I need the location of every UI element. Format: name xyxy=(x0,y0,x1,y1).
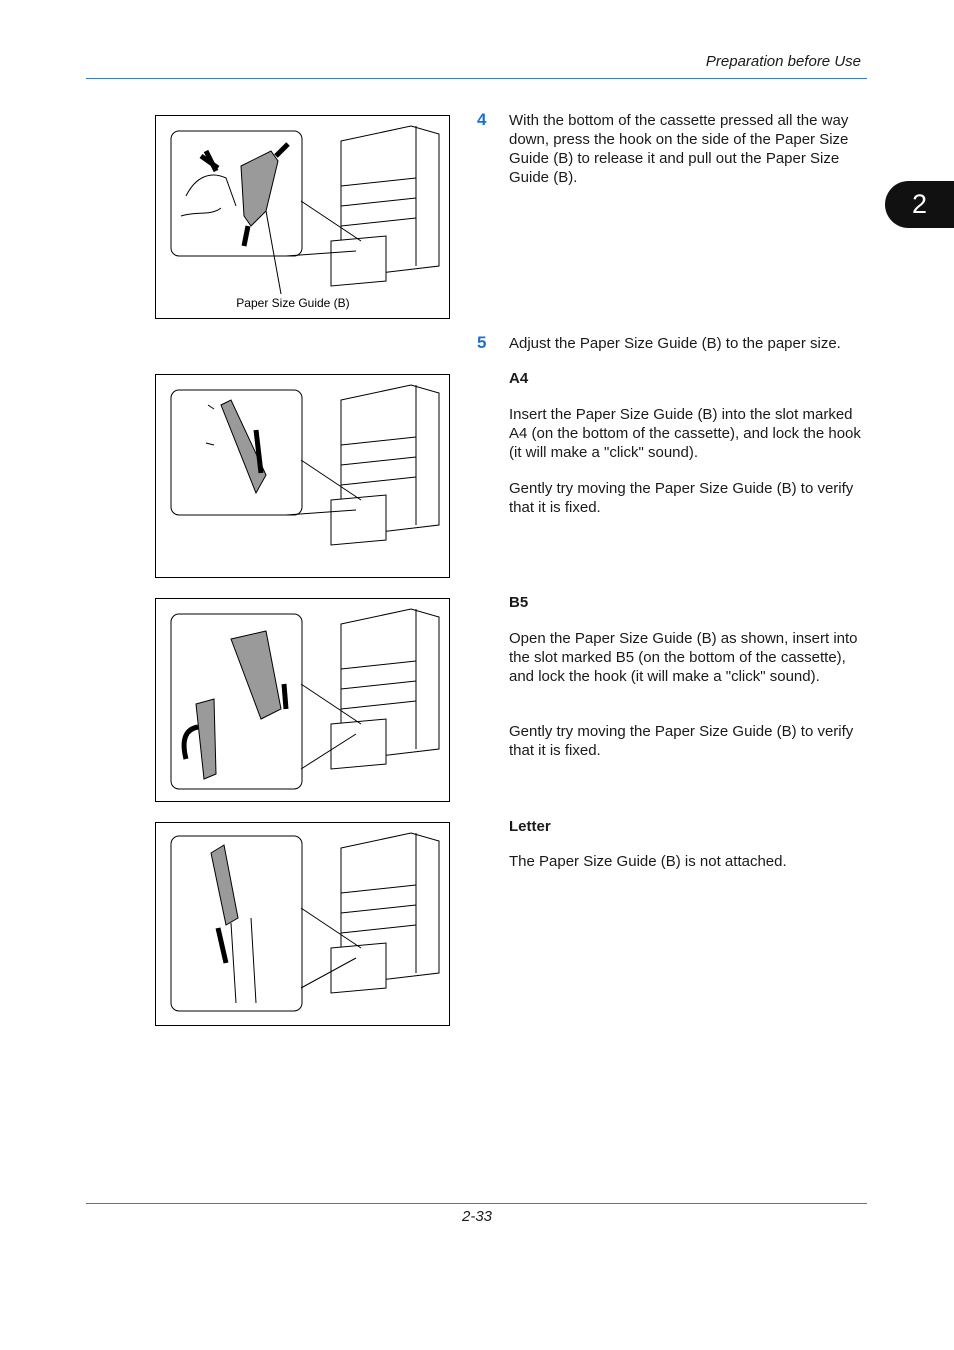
letter-illustration xyxy=(156,823,449,1025)
a4-paragraph-1: Insert the Paper Size Guide (B) into the slot marked A4 (on the bottom of the cassette), and lock the hook (it will make a "click" sound). xyxy=(509,406,861,461)
page-number: 2-33 xyxy=(461,1208,493,1225)
step-5-text: Adjust the Paper Size Guide (B) to the paper size. xyxy=(509,335,841,352)
figure-callout-label: Paper Size Guide (B) xyxy=(236,296,350,310)
letter-paragraph-1: The Paper Size Guide (B) is not attached. xyxy=(509,853,787,870)
a4-illustration xyxy=(156,375,449,577)
figure-remove-guide xyxy=(155,115,450,319)
b5-illustration xyxy=(156,599,449,801)
b5-paragraph-1: Open the Paper Size Guide (B) as shown, insert into the slot marked B5 (on the bottom of the cassette), and lock the hook (it will make a "click" sound). xyxy=(509,630,858,685)
b5-paragraph-2: Gently try moving the Paper Size Guide (B) to verify that it is fixed. xyxy=(509,723,854,759)
figure-a4 xyxy=(155,374,450,578)
step-4-text: With the bottom of the cassette pressed all the way down, press the hook on the side of the Paper Size Guide (B) to release it and pull out the Paper Size Guide (B). xyxy=(509,112,849,186)
remove-guide-illustration xyxy=(156,116,449,318)
size-heading-a4: A4 xyxy=(509,370,529,387)
step-number-4: 4 xyxy=(477,110,487,129)
header-rule xyxy=(86,78,867,79)
figure-letter xyxy=(155,822,450,1026)
step-number-5: 5 xyxy=(477,333,487,352)
figure-b5 xyxy=(155,598,450,802)
size-heading-b5: B5 xyxy=(509,594,529,611)
size-heading-letter: Letter xyxy=(509,818,551,835)
footer-rule xyxy=(86,1203,867,1204)
a4-paragraph-2: Gently try moving the Paper Size Guide (B) to verify that it is fixed. xyxy=(509,480,854,516)
chapter-tab[interactable]: 2 xyxy=(885,181,954,228)
running-header: Preparation before Use xyxy=(705,53,861,70)
